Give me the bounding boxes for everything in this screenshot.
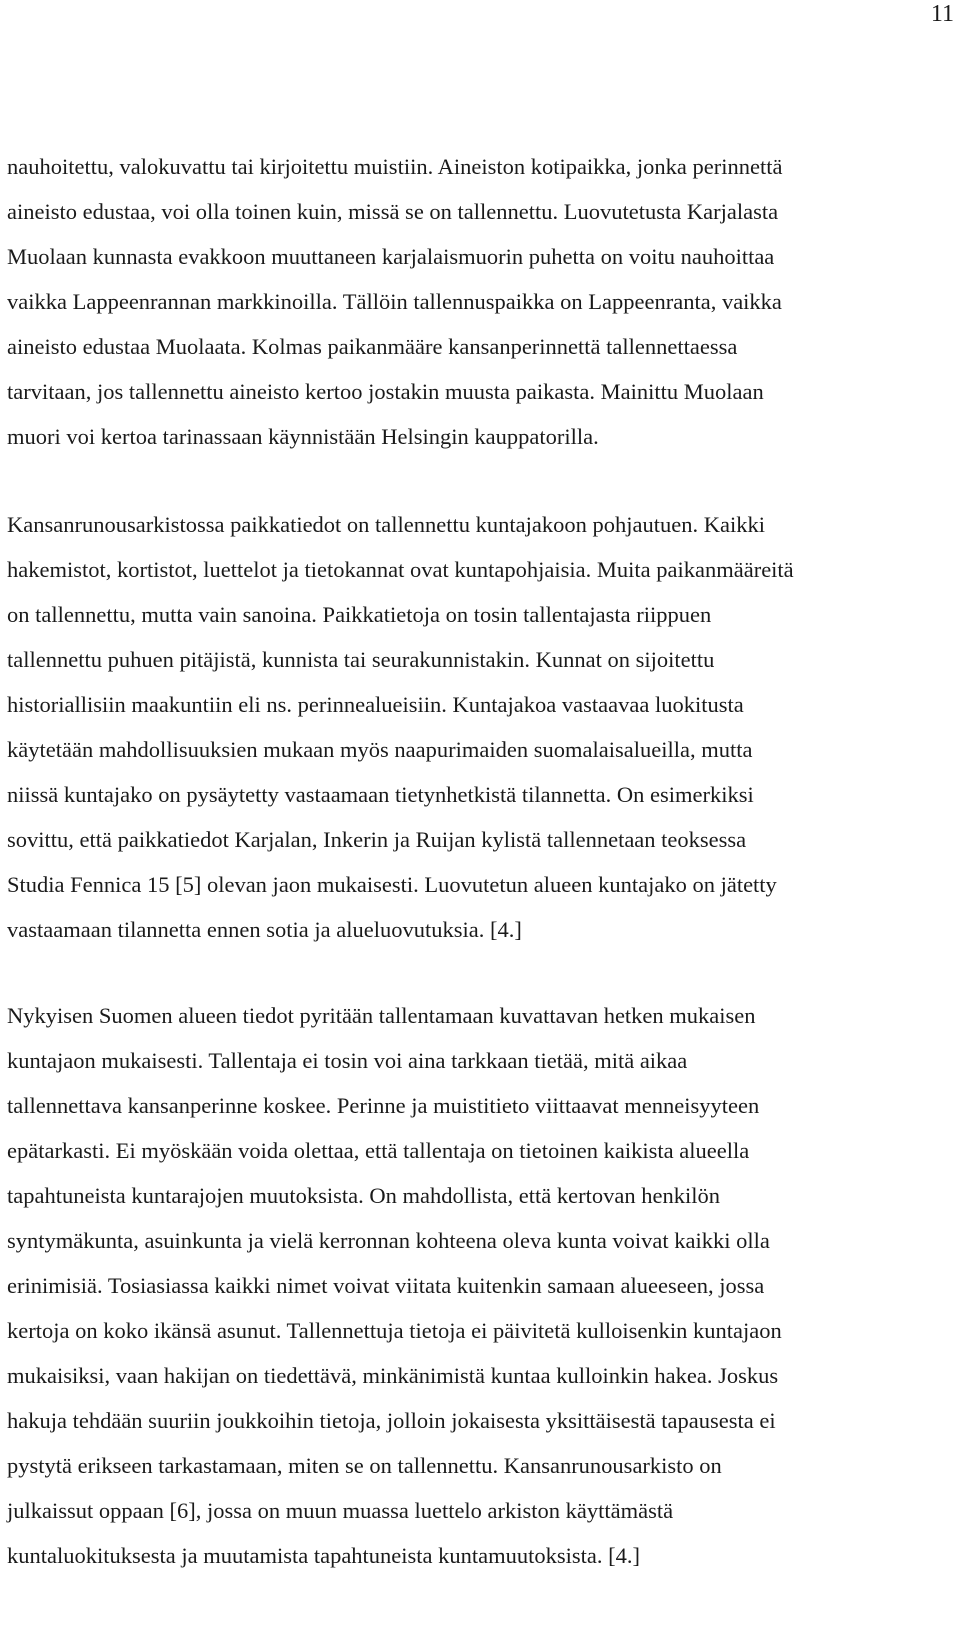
text-line: muori voi kertoa tarinassaan käynnistään Helsingin kauppatorilla. <box>7 424 599 449</box>
text-line: aineisto edustaa, voi olla toinen kuin, missä se on tallennettu. Luovutetusta Karjalasta <box>7 199 779 224</box>
text-line: nauhoitettu, valokuvattu tai kirjoitettu muistiin. Aineiston kotipaikka, jonka perinnettä <box>7 154 783 179</box>
text-line: sovittu, että paikkatiedot Karjalan, Inkerin ja Ruijan kylistä tallennetaan teoksessa <box>7 827 747 852</box>
text-line: Kansanrunousarkistossa paikkatiedot on tallennettu kuntajakoon pohjautuen. Kaikki <box>7 512 765 537</box>
text-line: vaikka Lappeenrannan markkinoilla. Tällöin tallennuspaikka on Lappeenranta, vaikka <box>7 289 782 314</box>
text-line: hakuja tehdään suuriin joukkoihin tietoja, jolloin jokaisesta yksittäisestä tapausesta ei <box>7 1408 776 1433</box>
text-line: aineisto edustaa Muolaata. Kolmas paikanmääre kansanperinnettä tallennettaessa <box>7 334 738 359</box>
text-line: kertoja on koko ikänsä asunut. Tallennettuja tietoja ei päivitetä kulloisenkin kuntajaon <box>7 1318 782 1343</box>
text-line: mukaisiksi, vaan hakijan on tiedettävä, minkänimistä kuntaa kulloinkin hakea. Joskus <box>7 1363 779 1388</box>
text-line: käytetään mahdollisuuksien mukaan myös naapurimaiden suomalaisalueilla, mutta <box>7 737 753 762</box>
text-line: epätarkasti. Ei myöskään voida olettaa, että tallentaja on tietoinen kaikista alueella <box>7 1138 750 1163</box>
text-line: Nykyisen Suomen alueen tiedot pyritään tallentamaan kuvattavan hetken mukaisen <box>7 1003 756 1028</box>
text-line: vastaamaan tilannetta ennen sotia ja alueluovutuksia. [4.] <box>7 917 522 942</box>
text-line: tarvitaan, jos tallennettu aineisto kertoo jostakin muusta paikasta. Mainittu Muolaan <box>7 379 764 404</box>
text-line: on tallennettu, mutta vain sanoina. Paikkatietoja on tosin tallentajasta riippuen <box>7 602 712 627</box>
text-line: tallennettu puhuen pitäjistä, kunnista tai seurakunnistakin. Kunnat on sijoitettu <box>7 647 715 672</box>
text-line: historiallisiin maakuntiin eli ns. perinnealueisiin. Kuntajakoa vastaavaa luokitusta <box>7 692 744 717</box>
text-line: hakemistot, kortistot, luettelot ja tietokannat ovat kuntapohjaisia. Muita paikanmääreitä <box>7 557 794 582</box>
page-number: 11 <box>930 1 954 27</box>
text-line: niissä kuntajako on pysäytetty vastaamaan tietynhetkistä tilannetta. On esimerkiksi <box>7 782 754 807</box>
text-line: julkaissut oppaan [6], jossa on muun muassa luettelo arkiston käyttämästä <box>7 1498 674 1523</box>
text-line: kuntaluokituksesta ja muutamista tapahtuneista kuntamuutoksista. [4.] <box>7 1543 641 1568</box>
text-line: tallennettava kansanperinne koskee. Perinne ja muistitieto viittaavat menneisyyteen <box>7 1093 760 1118</box>
text-line: syntymäkunta, asuinkunta ja vielä kerronnan kohteena oleva kunta voivat kaikki olla <box>7 1228 770 1253</box>
text-line: Muolaan kunnasta evakkoon muuttaneen karjalaismuorin puhetta on voitu nauhoittaa <box>7 244 775 269</box>
text-line: kuntajaon mukaisesti. Tallentaja ei tosin voi aina tarkkaan tietää, mitä aikaa <box>7 1048 688 1073</box>
text-line: pystytä erikseen tarkastamaan, miten se on tallennettu. Kansanrunousarkisto on <box>7 1453 722 1478</box>
text-line: Studia Fennica 15 [5] olevan jaon mukaisesti. Luovutetun alueen kuntajako on jätetty <box>7 872 777 897</box>
text-line: tapahtuneista kuntarajojen muutoksista. On mahdollista, että kertovan henkilön <box>7 1183 720 1208</box>
text-line: erinimisiä. Tosiasiassa kaikki nimet voivat viitata kuitenkin samaan alueeseen, jossa <box>7 1273 765 1298</box>
